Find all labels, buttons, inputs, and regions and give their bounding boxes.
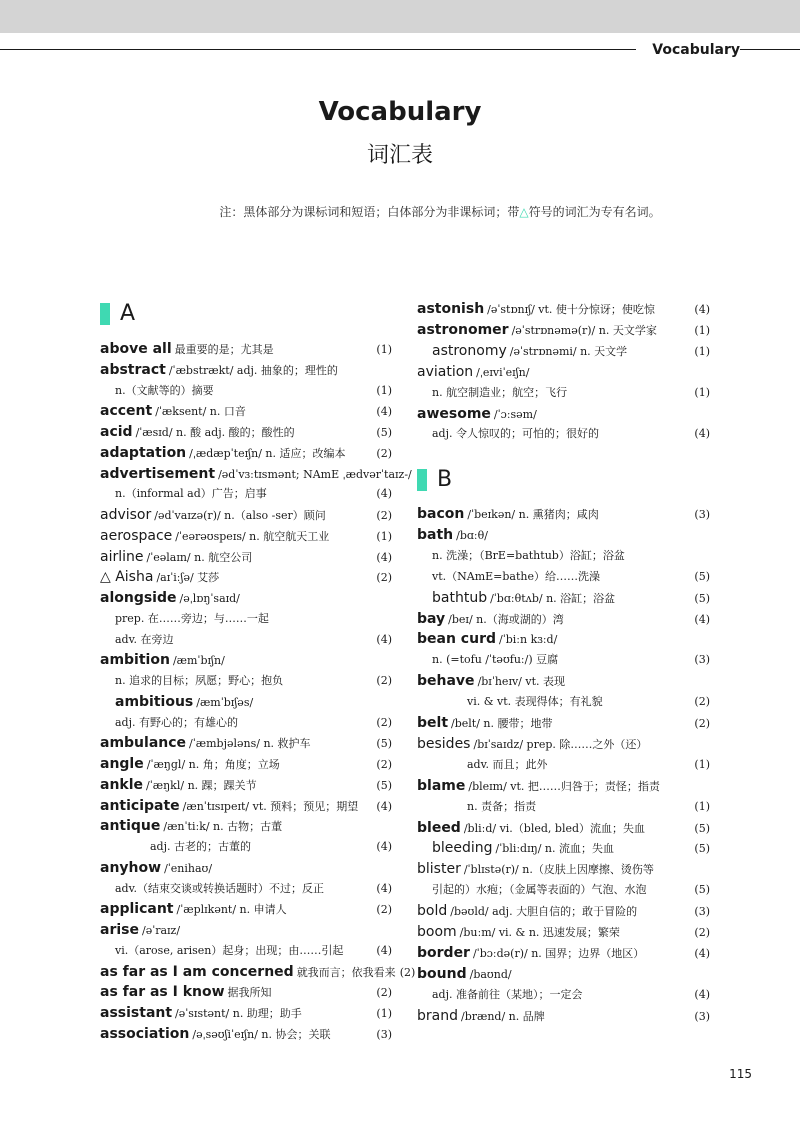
- headword: abstract: [100, 361, 166, 378]
- headword: arise: [100, 922, 139, 938]
- headword: border: [417, 944, 470, 961]
- entry-line: [100, 982, 392, 1002]
- entry-line: [100, 920, 392, 940]
- definition: /ænˈtɪsɪpeɪt/ vt. 预料；预见；期望: [182, 799, 359, 813]
- unit-number: (1): [694, 323, 710, 337]
- definition: vi.（arose, arisen）起身；出现；由……引起: [115, 943, 344, 957]
- definition: /ˈæŋkl/ n. 踝；踝关节: [146, 778, 257, 792]
- entry-line: [100, 837, 392, 857]
- definition: /əˈraɪz/: [141, 924, 181, 937]
- entry-line: [417, 320, 710, 340]
- definition: /ænˈtiːk/ n. 古物；古董: [163, 820, 283, 834]
- unit-number: (4): [376, 840, 392, 853]
- headword: ambition: [100, 652, 170, 669]
- entry-line: [100, 567, 392, 587]
- entry-line: [417, 838, 710, 858]
- definition: adv. 而且；此外: [467, 757, 548, 771]
- definition: /bɪˈheɪv/ vt. 表现: [477, 675, 566, 689]
- entry-line: [100, 1024, 392, 1044]
- headword: as far as I am concerned: [100, 963, 294, 980]
- unit-number: (4): [376, 632, 392, 646]
- headword: astronomer: [417, 321, 509, 338]
- unit-number: (3): [376, 1027, 392, 1041]
- headword: acid: [100, 424, 133, 440]
- definition: /əˈsɪstənt/ n. 助理；助手: [175, 1007, 302, 1020]
- definition: /ˈæŋgl/ n. 角；角度；立场: [146, 758, 280, 771]
- entry-line: [100, 754, 392, 774]
- definition: /ˌeɪviˈeɪʃn/: [476, 365, 530, 379]
- definition: vi. & vt. 表现得体；有礼貌: [467, 695, 603, 709]
- unit-number: (4): [694, 946, 710, 960]
- definition: /æmˈbɪʃn/: [172, 654, 225, 668]
- headword: blame: [417, 777, 466, 794]
- definition: adj. 有野心的；有雄心的: [115, 715, 239, 729]
- headword: bacon: [417, 506, 465, 522]
- entry-line: [417, 1006, 710, 1026]
- unit-number: (1): [694, 385, 710, 399]
- unit-number: (5): [376, 737, 392, 751]
- headword: aerospace: [100, 527, 173, 544]
- unit-number: (3): [694, 905, 710, 919]
- definition: 最重要的是；尤其是: [174, 343, 274, 356]
- definition: /ˈeərəʊspeɪs/ n. 航空航天工业: [175, 529, 330, 543]
- headword: bleeding: [432, 840, 493, 857]
- unit-number: (4): [376, 487, 392, 501]
- definition: /əˈstrɒnəmi/ n. 天文学: [509, 344, 628, 358]
- definition: adv. 在旁边: [115, 632, 174, 646]
- definition: /ədˈvaɪzə(r)/ n.（also -ser）顾问: [154, 509, 326, 522]
- page-title: Vocabulary: [318, 97, 482, 127]
- unit-number: (2): [376, 986, 392, 1000]
- entry-line: [417, 629, 710, 649]
- headword: anyhow: [100, 859, 162, 876]
- headword: bay: [417, 610, 446, 627]
- definition: /baʊnd/: [469, 967, 512, 981]
- definition: n. 责备；指责: [467, 799, 537, 813]
- headword: bean curd: [417, 631, 496, 648]
- entry-line: [100, 401, 392, 421]
- definition: adj. 准备前往（某地）；一定会: [432, 987, 583, 1001]
- definition: /ˈbliːdɪŋ/ n. 流血；失血: [495, 842, 614, 856]
- entry-line: [100, 422, 392, 442]
- entry-line: [417, 797, 710, 817]
- unit-number: (4): [376, 405, 392, 419]
- definition: /ˈbeɪkən/ n. 熏猪肉；咸肉: [467, 508, 599, 521]
- definition: adj. 古老的；古董的: [150, 840, 252, 853]
- headword: assistant: [100, 1005, 173, 1021]
- definition: /əˈstrɒnəmə(r)/ n. 天文学家: [511, 323, 657, 337]
- unit-number: (3): [694, 508, 710, 521]
- section-letter: B: [437, 467, 453, 492]
- headword: brand: [417, 1007, 458, 1024]
- unit-number: (4): [376, 881, 392, 895]
- note: [0, 204, 800, 220]
- definition: /əˌsəʊʃiˈeɪʃn/ n. 协会；关联: [192, 1027, 331, 1041]
- entry-line: [100, 879, 392, 899]
- entry-line: [100, 650, 392, 670]
- definition: n. 洗澡；（BrE=bathtub）浴缸；浴盆: [432, 548, 625, 562]
- entry-line: [417, 692, 710, 712]
- entry-line: [417, 404, 710, 424]
- page-subtitle: 词汇表: [366, 143, 433, 168]
- definition: adv.（结束交谈或转换话题时）不过；反正: [115, 881, 325, 895]
- headword: awesome: [417, 405, 491, 422]
- definition: /ˌædæpˈteɪʃn/ n. 适应；改编本: [189, 446, 346, 460]
- definition: n. (=tofu /ˈtəʊfuː/) 豆腐: [432, 653, 559, 667]
- entry-line: [100, 775, 392, 795]
- headword: advisor: [100, 507, 152, 523]
- definition: 就我而言；依我看来: [296, 965, 396, 979]
- headword: behave: [417, 673, 475, 690]
- definition: /aɪˈiːʃə/ 艾莎: [156, 571, 220, 585]
- unit-number: (5): [694, 883, 710, 897]
- definition: 引起的）水疱；（金属等表面的）气泡、水泡: [432, 883, 647, 897]
- definition: prep. 在……旁边；与……一起: [115, 611, 269, 625]
- entry-line: [100, 505, 392, 525]
- headword: astonish: [417, 301, 485, 317]
- unit-number: (2): [376, 571, 392, 585]
- entry-line: [100, 858, 392, 878]
- entry-line: [100, 630, 392, 650]
- definition: /ˈbiːn kɜːd/: [499, 633, 558, 647]
- entry-line: [100, 484, 392, 504]
- entry-line: [417, 383, 710, 403]
- definition: /əˌlɒŋˈsaɪd/: [179, 592, 240, 605]
- entry-line: [417, 525, 710, 545]
- unit-number: (1): [376, 529, 392, 543]
- headword: belt: [417, 715, 449, 731]
- definition: adj. 令人惊叹的；可怕的；很好的: [432, 427, 600, 441]
- entry-line: [417, 859, 710, 879]
- unit-number: (4): [376, 799, 392, 813]
- definition: /bəʊld/ adj. 大胆自信的；敢于冒险的: [450, 905, 638, 919]
- definition: /buːm/ vi. & n. 迅速发展；繁荣: [459, 926, 620, 939]
- unit-number: (2): [399, 965, 416, 979]
- entry-line: [100, 941, 392, 961]
- entry-line: [417, 964, 710, 984]
- unit-number: (2): [376, 674, 392, 687]
- definition: /ˈeəlaɪn/ n. 航空公司: [146, 550, 253, 564]
- headword: bleed: [417, 819, 461, 836]
- entry-line: [100, 962, 416, 982]
- entry-line: [100, 443, 392, 463]
- entry-line: [100, 339, 392, 359]
- unit-number: (1): [376, 343, 392, 356]
- entry-line: [417, 922, 710, 942]
- section-b-heading: [417, 468, 452, 492]
- headword: accent: [100, 403, 153, 420]
- headword: applicant: [100, 901, 174, 918]
- unit-number: (4): [694, 612, 710, 626]
- entry-line: [417, 776, 710, 796]
- entry-line: [417, 671, 710, 691]
- definition: /ˈæsɪd/ n. 酸 adj. 酸的；酸性的: [135, 426, 295, 439]
- headword: aviation: [417, 363, 474, 380]
- entry-line: [100, 713, 392, 733]
- entry-line: [100, 609, 392, 629]
- entry-line: [417, 424, 710, 444]
- unit-number: (2): [376, 446, 392, 460]
- entry-line: [417, 567, 710, 587]
- note-after: 符号的词汇为专有名词。: [528, 205, 661, 219]
- definition: /ˈenihaʊ/: [164, 861, 213, 875]
- entry-line: [417, 588, 710, 608]
- unit-number: (5): [694, 821, 710, 835]
- unit-number: (2): [376, 509, 392, 522]
- triangle-icon: △: [519, 205, 529, 219]
- entry-line: [100, 464, 412, 484]
- headword: bold: [417, 903, 448, 920]
- headword: adaptation: [100, 444, 187, 461]
- entry-line: [100, 899, 392, 919]
- headword: bath: [417, 526, 454, 543]
- definition: /bleɪm/ vt. 把……归咎于；责怪；指责: [468, 779, 660, 793]
- headword: above all: [100, 341, 172, 357]
- definition: /bɑːθ/: [456, 528, 488, 542]
- definition: n. 追求的目标；夙愿；野心；抱负: [115, 674, 284, 687]
- definition: 据我所知: [227, 986, 272, 1000]
- entry-line: [417, 734, 710, 754]
- entry-line: [417, 504, 710, 524]
- note-before: 注：黑体部分为课标词和短语；白体部分为非课标词；带: [219, 205, 520, 219]
- definition: /ədˈvɜːtɪsmənt; NAmE ˌædvərˈtaɪz-/: [218, 467, 412, 481]
- definition: /bɪˈsaɪdz/ prep. 除……之外（还）: [473, 737, 648, 751]
- entry-line: [100, 796, 392, 816]
- entry-line: [417, 901, 710, 921]
- definition: /belt/ n. 腰带；地带: [451, 717, 553, 730]
- entry-line: [417, 755, 710, 775]
- headword: blister: [417, 861, 461, 878]
- section-a-heading: [100, 302, 135, 326]
- section-marker: [100, 303, 110, 325]
- headword: △ Aisha: [100, 569, 154, 586]
- definition: n.（informal ad）广告；启事: [115, 487, 267, 501]
- entry-line: [417, 880, 710, 900]
- unit-number: (3): [694, 653, 710, 667]
- definition: /əˈstɒnɪʃ/ vt. 使十分惊讶；使吃惊: [487, 303, 655, 316]
- headword: angle: [100, 756, 144, 772]
- headword: ambulance: [100, 735, 187, 752]
- headword: anticipate: [100, 797, 180, 814]
- headword: association: [100, 1025, 190, 1042]
- definition: /ˈæmbjələns/ n. 救护车: [189, 737, 311, 751]
- definition: /ˈbɔːdə(r)/ n. 国界；边界（地区）: [472, 946, 645, 960]
- headword: ankle: [100, 776, 144, 793]
- definition: /beɪ/ n.（海或湖的）湾: [448, 612, 564, 626]
- headword: besides: [417, 735, 471, 752]
- entry-line: [417, 943, 710, 963]
- entry-line: [100, 692, 392, 712]
- entry-line: [417, 546, 710, 566]
- running-head: Vocabulary: [636, 41, 740, 59]
- entry-line: [100, 588, 392, 608]
- headword: airline: [100, 548, 144, 565]
- headword: ambitious: [115, 693, 194, 710]
- unit-number: (4): [694, 987, 710, 1001]
- unit-number: (2): [694, 717, 710, 730]
- headword: as far as I know: [100, 984, 225, 1001]
- unit-number: (4): [694, 303, 710, 316]
- entry-line: [417, 713, 710, 733]
- entry-line: [100, 526, 392, 546]
- definition: /ˈɔːsəm/: [493, 407, 537, 421]
- section-marker: [417, 469, 427, 491]
- definition: n.（文献等的）摘要: [115, 383, 214, 397]
- entry-line: [100, 733, 392, 753]
- section-letter: A: [120, 301, 136, 326]
- headword: antique: [100, 818, 161, 835]
- entry-line: [100, 671, 392, 691]
- unit-number: (5): [694, 569, 710, 583]
- entry-line: [417, 362, 710, 382]
- unit-number: (1): [376, 383, 392, 397]
- definition: /ˈbɑːθtʌb/ n. 浴缸；浴盆: [490, 591, 616, 605]
- headword: advertisement: [100, 465, 216, 482]
- headword: bound: [417, 965, 467, 982]
- page-number: 115: [729, 1067, 752, 1081]
- entry-line: [100, 1003, 392, 1023]
- unit-number: (1): [694, 757, 710, 771]
- top-band: [0, 0, 800, 33]
- unit-number: (5): [694, 591, 710, 605]
- definition: /ˈæplɪkənt/ n. 申请人: [176, 903, 287, 917]
- entry-line: [417, 609, 710, 629]
- entry-line: [100, 816, 392, 836]
- definition: /brænd/ n. 品牌: [460, 1009, 545, 1023]
- unit-number: (1): [376, 1007, 392, 1020]
- unit-number: (4): [376, 550, 392, 564]
- unit-number: (3): [694, 1009, 710, 1023]
- unit-number: (2): [694, 926, 710, 939]
- entry-line: [417, 985, 710, 1005]
- unit-number: (4): [376, 943, 392, 957]
- entry-line: [100, 547, 392, 567]
- definition: /ˈæksent/ n. 口音: [155, 405, 246, 419]
- headword: boom: [417, 924, 457, 940]
- headword: alongside: [100, 590, 177, 606]
- entry-line: [417, 650, 710, 670]
- unit-number: (5): [376, 426, 392, 439]
- definition: /æmˈbɪʃəs/: [196, 695, 254, 709]
- unit-number: (1): [694, 344, 710, 358]
- unit-number: (2): [376, 903, 392, 917]
- unit-number: (2): [694, 695, 710, 709]
- entry-line: [100, 360, 392, 380]
- definition: n. 航空制造业；航空；飞行: [432, 385, 568, 399]
- headword: bathtub: [432, 589, 488, 606]
- definition: /ˈæbstrækt/ adj. 抽象的；理性的: [168, 363, 338, 377]
- unit-number: (2): [376, 715, 392, 729]
- definition: /bliːd/ vi.（bled, bled）流血；失血: [463, 821, 646, 835]
- unit-number: (5): [694, 842, 710, 856]
- unit-number: (5): [376, 778, 392, 792]
- entry-line: [417, 299, 710, 319]
- unit-number: (1): [694, 799, 710, 813]
- definition: vt.（NAmE=bathe）给……洗澡: [432, 569, 600, 583]
- unit-number: (4): [694, 427, 710, 441]
- unit-number: (2): [376, 758, 392, 771]
- entry-line: [100, 381, 392, 401]
- entry-line: [417, 818, 710, 838]
- definition: /ˈblɪstə(r)/ n.（皮肤上因摩擦、烫伤等: [463, 863, 654, 877]
- entry-line: [417, 341, 710, 361]
- headword: astronomy: [432, 342, 507, 359]
